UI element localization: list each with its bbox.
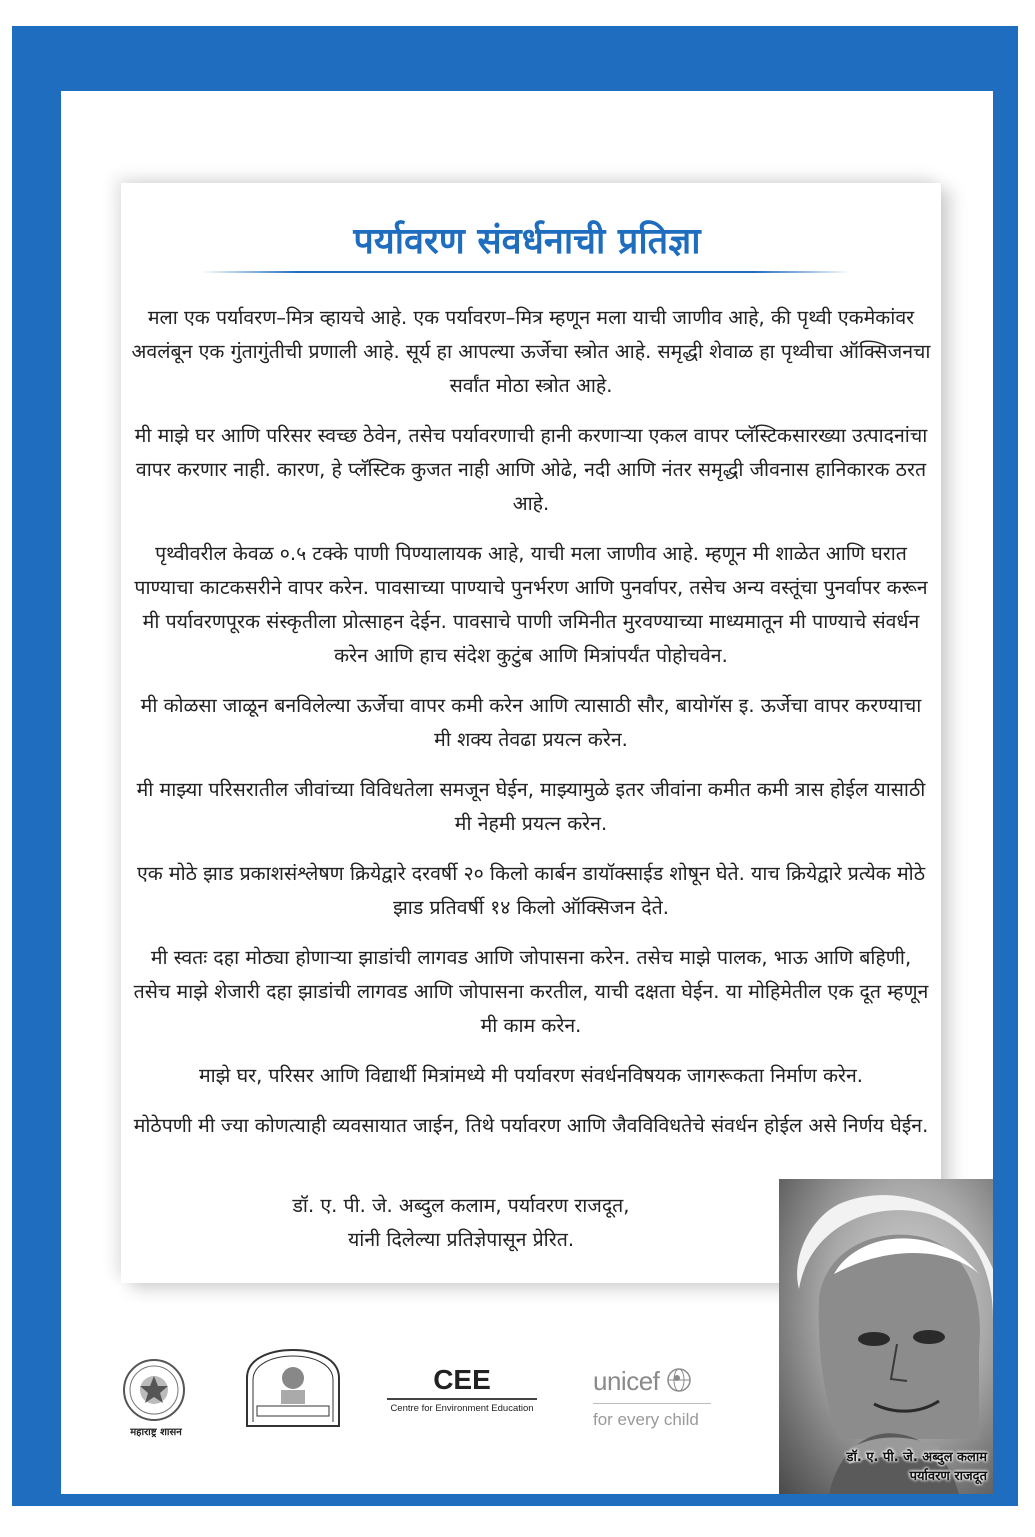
cee-divider: [387, 1398, 537, 1400]
pledge-paragraph: मी स्वतः दहा मोठ्या होणाऱ्या झाडांची लागवड आणि जोपासना करेन. तसेच माझे पालक, भाऊ आणि बहिणी, तसेच माझे शेजारी दहा झाडांची लागवड आणि जोपासना करतील, याची दक्षता घेईन. या मोहिमेतील एक दूत म्हणून मी काम करेन.: [133, 946, 929, 1037]
pledge-paragraph: माझे घर, परिसर आणि विद्यार्थी मित्रांमध्ये मी पर्यावरण संवर्धनविषयक जागरूकता निर्माण करेन.: [198, 1064, 864, 1087]
pledge-paragraph: एक मोठे झाड प्रकाशसंश्लेषण क्रियेद्वारे दरवर्षी २० किलो कार्बन डायॉक्साईड शोषून घेते. याच क्रियेद्वारे प्रत्येक मोठे झाड प्रतिवर्षी १४ किलो ऑक्सिजन देते.: [136, 862, 926, 919]
portrait-caption: [847, 1448, 987, 1486]
signature-line: डॉ. ए. पी. जे. अब्दुल कलाम, पर्यावरण राजदूत,: [292, 1194, 630, 1217]
unicef-name: unicef: [593, 1366, 660, 1396]
cee-name: CEE: [433, 1364, 491, 1395]
portrait-photo: [779, 1179, 993, 1494]
portrait-illustration: [779, 1179, 993, 1494]
unicef-divider: [593, 1403, 711, 1404]
pledge-paragraph: मोठेपणी मी ज्या कोणत्याही व्यवसायात जाईन, तिथे पर्यावरण आणि जैवविविधतेचे संवर्धन होईल असे निर्णय घेईन.: [133, 1114, 929, 1137]
school-education-emblem-icon: [241, 1348, 345, 1428]
signature-block: [211, 1189, 711, 1257]
unicef-tagline: for every child: [593, 1410, 699, 1429]
signature-line: यांनी दिलेल्या प्रतिज्ञेपासून प्रेरित.: [347, 1228, 575, 1251]
title-underline: [201, 271, 851, 273]
pledge-paragraph: मी कोळसा जाळून बनविलेल्या ऊर्जेचा वापर कमी करेन आणि त्यासाठी सौर, बायोगॅस इ. ऊर्जेचा वापर करण्याचा मी शक्य तेवढा प्रयत्न करेन.: [140, 694, 922, 751]
portrait-title: पर्यावरण राजदूत: [909, 1469, 987, 1484]
unicef-logo: [593, 1366, 743, 1436]
pledge-paragraph: पृथ्वीवरील केवळ ०.५ टक्के पाणी पिण्यालायक आहे, याची मला जाणीव आहे. म्हणून मी शाळेत आणि घरात पाण्याचा काटकसरीने वापर करेन. पावसाच्या पाण्याचे पुनर्भरण आणि पुनर्वापर, तसेच अन्य वस्तूंचा पुनर्वापर करून मी पर्यावरणपूरक संस्कृतीला प्रोत्साहन देईन. पावसाचे पाणी जमिनीत मुरवण्याच्या माध्यमातून मी पाण्याचे संवर्धन करेन आणि हाच संदेश कुटुंब आणि मित्रांपर्यंत पोहोचवेन.: [134, 542, 928, 667]
pledge-paragraph: मला एक पर्यावरण–मित्र व्हायचे आहे. एक पर्यावरण–मित्र म्हणून मला याची जाणीव आहे, की पृथ्वी एकमेकांवर अवलंबून एक गुंतागुंतीची प्रणाली आहे. सूर्य हा आपल्या ऊर्जेचा स्त्रोत आहे. समृद्धी शेवाळ हा पृथ्वीचा ऑक्सिजनचा सर्वांत मोठा स्त्रोत आहे.: [131, 306, 931, 397]
portrait-name: डॉ. ए. पी. जे. अब्दुल कलाम: [846, 1450, 987, 1465]
cee-logo: [387, 1364, 547, 1424]
pledge-title: पर्यावरण संवर्धनाची प्रतिज्ञा: [353, 221, 701, 262]
pledge-paragraph: मी माझे घर आणि परिसर स्वच्छ ठेवेन, तसेच पर्यावरणाची हानी करणाऱ्या एकल वापर प्लॅस्टिकसारख्या उत्पादनांचा वापर करणार नाही. कारण, हे प्लॅस्टिक कुजत नाही आणि ओढे, नदी आणि नंतर समृद्धी जीवनास हानिकारक ठरत आहे.: [134, 424, 928, 515]
cee-fullname: Centre for Environment Education: [390, 1403, 534, 1414]
poster: [61, 91, 993, 1494]
pledge-paragraph: मी माझ्या परिसरातील जीवांच्या विविधतेला समजून घेईन, माझ्यामुळे इतर जीवांना कमीत कमी त्रास होईल यासाठी मी नेहमी प्रयत्न करेन.: [136, 778, 926, 835]
pledge-body: [131, 301, 931, 1159]
unicef-globe-icon: [666, 1367, 692, 1397]
government-label: महाराष्ट्र शासन: [130, 1427, 182, 1438]
logo-strip: [61, 1346, 781, 1456]
